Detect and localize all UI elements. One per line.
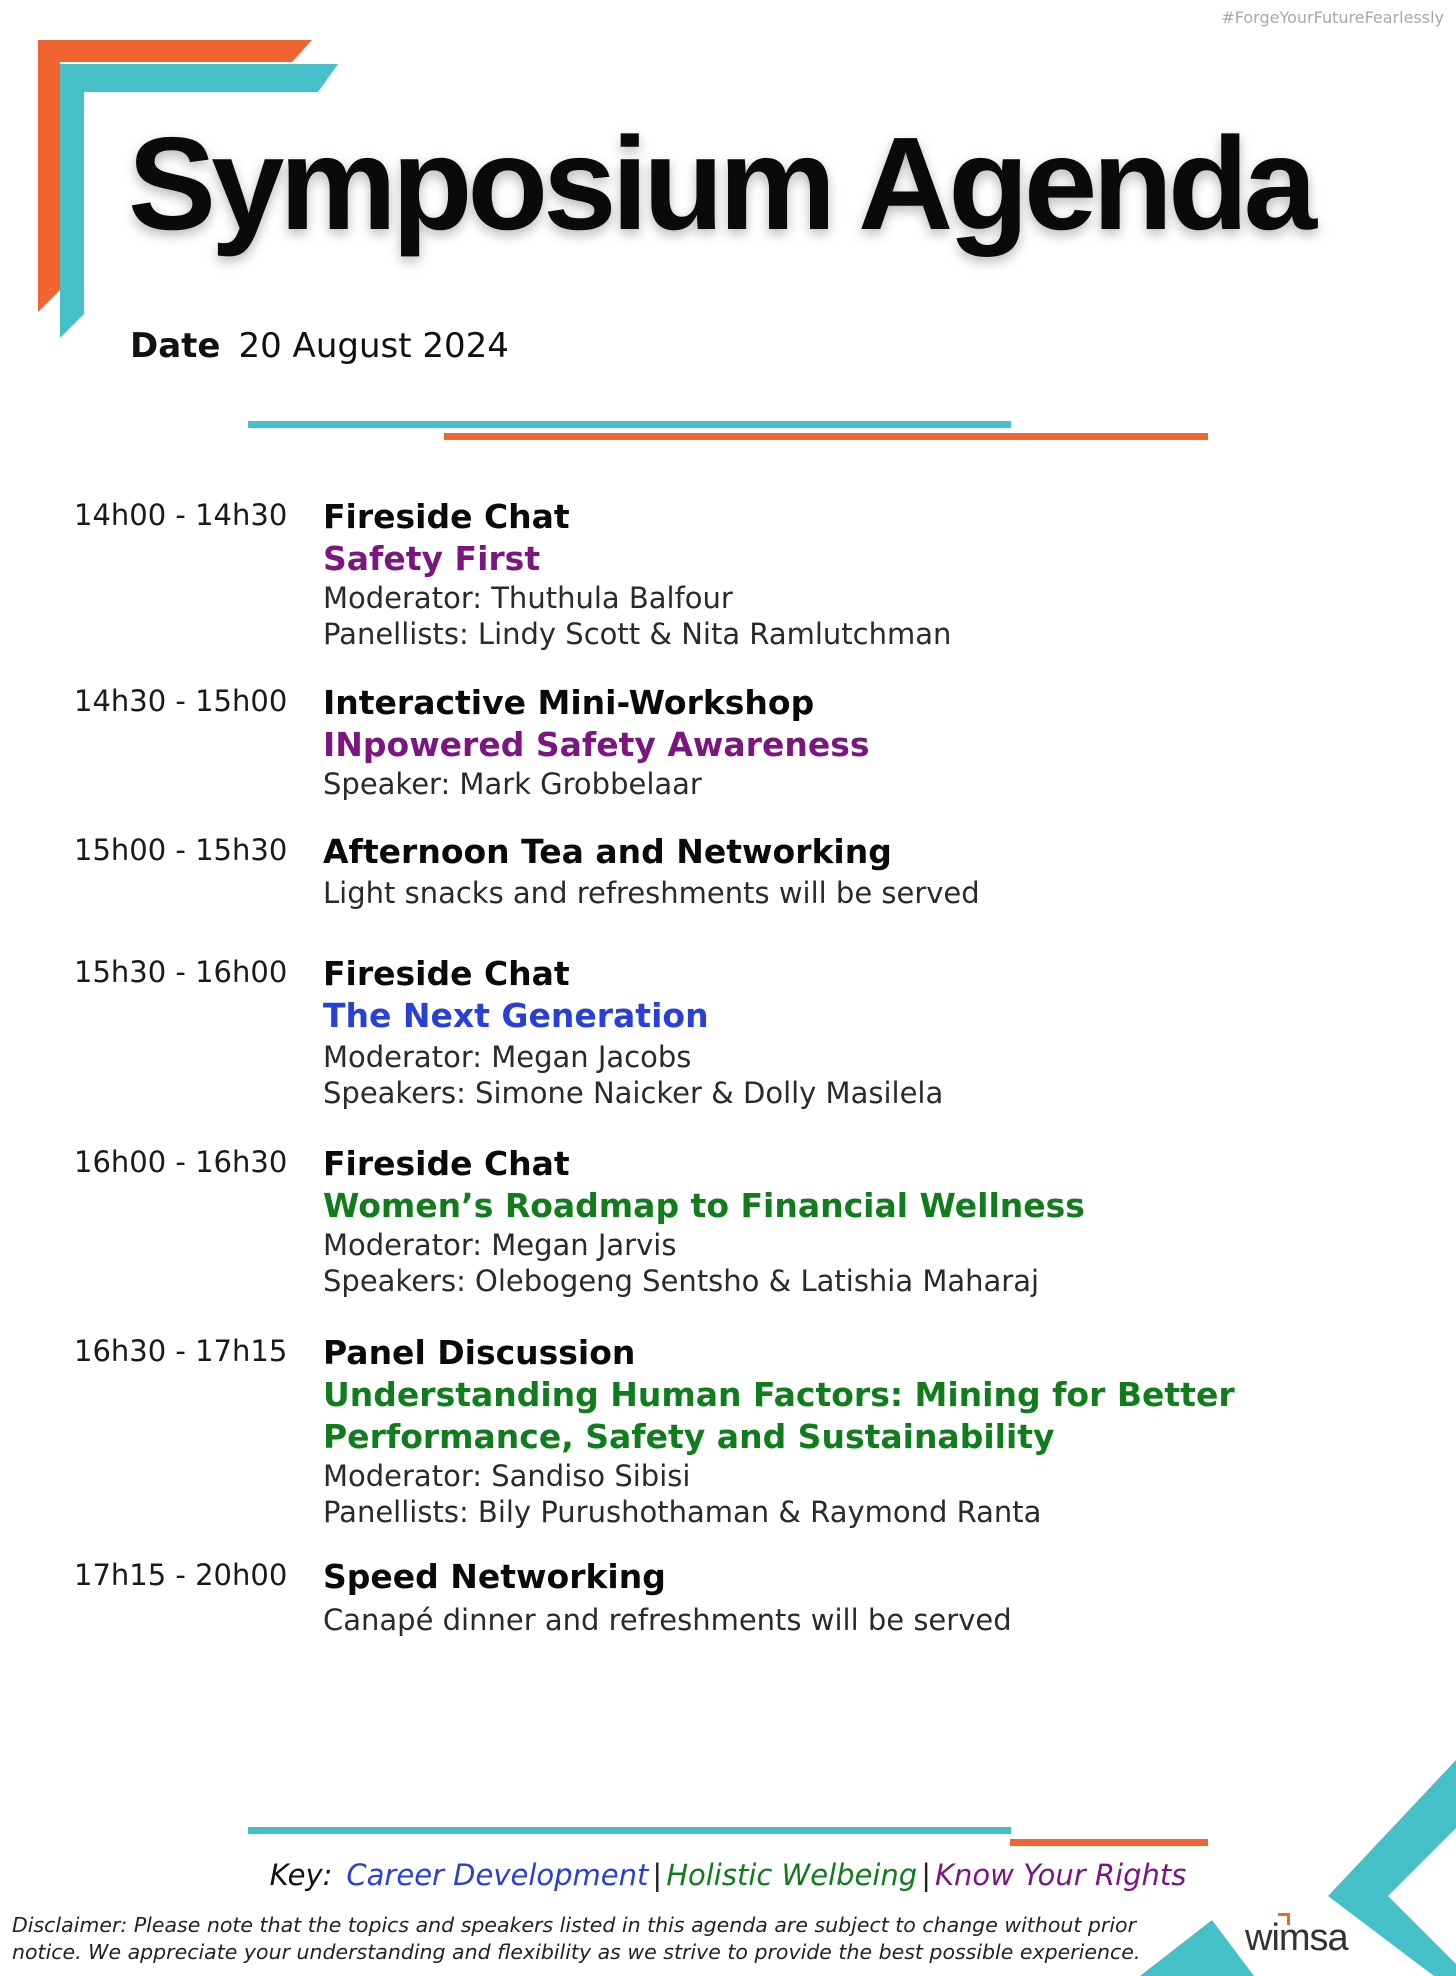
session-content: [323, 831, 1433, 911]
key-separator: |: [921, 1858, 931, 1892]
session-title: Women’s Roadmap to Financial Wellness: [323, 1186, 1085, 1225]
session-time: 14h00 - 14h30: [74, 498, 288, 532]
session-panellists: Panellists: Lindy Scott & Nita Ramlutchman: [323, 617, 952, 651]
session-speaker: Speaker: Mark Grobbelaar: [323, 767, 702, 801]
session-content: [323, 496, 1433, 652]
key-label: Key:: [269, 1858, 333, 1892]
session-type: Fireside Chat: [323, 1144, 570, 1183]
session-title: Understanding Human Factors: Mining for Better Performance, Safety and Sustainability: [323, 1375, 1235, 1456]
session-speakers: Speakers: Olebogeng Sentsho & Latishia Maharaj: [323, 1264, 1040, 1298]
session-title: INpowered Safety Awareness: [323, 725, 870, 764]
session-title: The Next Generation: [323, 996, 709, 1035]
page-title: Symposium Agenda: [128, 110, 1312, 257]
logo-mark-icon: [1278, 1913, 1290, 1925]
session-content: [323, 1332, 1433, 1530]
orange-divider-bottom: [1010, 1839, 1208, 1846]
session-description: Canapé dinner and refreshments will be served: [323, 1603, 1012, 1637]
key-item-holistic-welbeing: Holistic Welbeing: [666, 1858, 918, 1892]
date-value: 20 August 2024: [238, 326, 509, 366]
session-panellists: Panellists: Bily Purushothaman & Raymond Ranta: [323, 1495, 1042, 1529]
wimsa-logo: [1245, 1917, 1348, 1960]
session-time: 15h30 - 16h00: [74, 955, 288, 989]
session-type: Speed Networking: [323, 1557, 666, 1596]
session-time: 17h15 - 20h00: [74, 1558, 288, 1592]
session-title: Safety First: [323, 539, 541, 578]
key-item-know-your-rights: Know Your Rights: [935, 1858, 1187, 1892]
session-time: 16h30 - 17h15: [74, 1334, 288, 1368]
session-moderator: Moderator: Megan Jarvis: [323, 1228, 677, 1262]
teal-divider-top: [248, 421, 1011, 428]
session-moderator: Moderator: Sandiso Sibisi: [323, 1459, 691, 1493]
session-content: [323, 953, 1433, 1111]
teal-divider-bottom: [248, 1827, 1011, 1834]
session-type: Interactive Mini-Workshop: [323, 683, 815, 722]
key-separator: |: [652, 1858, 663, 1892]
hashtag-text: #ForgeYourFutureFearlessly: [1221, 8, 1444, 27]
session-time: 16h00 - 16h30: [74, 1145, 288, 1179]
key-item-career-development: Career Development: [346, 1858, 649, 1892]
session-content: [323, 682, 1433, 802]
session-speakers: Speakers: Simone Naicker & Dolly Masilela: [323, 1076, 944, 1110]
session-type: Afternoon Tea and Networking: [323, 832, 892, 871]
date-label: Date: [130, 326, 221, 366]
session-type: Panel Discussion: [323, 1333, 636, 1372]
session-moderator: Moderator: Megan Jacobs: [323, 1040, 692, 1074]
session-type: Fireside Chat: [323, 497, 570, 536]
session-time: 14h30 - 15h00: [74, 684, 288, 718]
session-time: 15h00 - 15h30: [74, 833, 288, 867]
session-content: [323, 1143, 1433, 1299]
event-date: [130, 326, 509, 366]
disclaimer-text: Disclaimer: Please note that the topics and speakers listed in this agenda are subject to change without prior notice. We appreciate your understanding and flexibility as we strive to provide the best possible experience.: [12, 1913, 1141, 1964]
session-moderator: Moderator: Thuthula Balfour: [323, 581, 733, 615]
session-type: Fireside Chat: [323, 954, 570, 993]
session-description: Light snacks and refreshments will be served: [323, 876, 980, 910]
category-key: [0, 1858, 1456, 1892]
orange-divider-top: [444, 433, 1208, 440]
logo-text: wimsa: [1245, 1917, 1348, 1959]
session-content: [323, 1556, 1433, 1638]
